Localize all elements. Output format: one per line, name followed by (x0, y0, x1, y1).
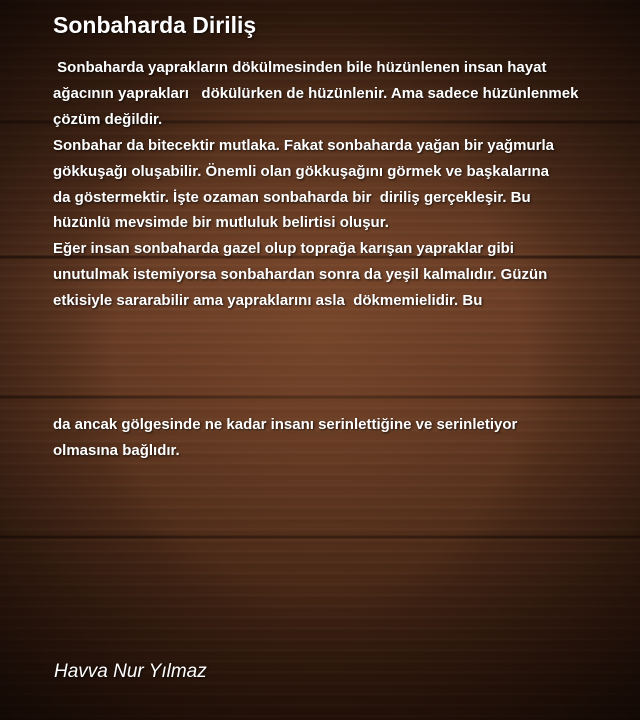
poem-line: etkisiyle sararabilir ama yapraklarını asla dökmemielidir. Bu (53, 292, 483, 310)
poem-line: gökkuşağı oluşabilir. Önemli olan gökkuşağını görmek ve başkalarına (53, 162, 549, 180)
poem-closing-line: da ancak gölgesinde ne kadar insanı serinlettiğine ve serinletiyor (53, 416, 518, 433)
poem-title: Sonbaharda Diriliş (53, 12, 257, 38)
poem-line: Sonbahar da bitecektir mutlaka. Fakat sonbaharda yağan bir yağmurla (53, 136, 554, 154)
poem-line: unutulmak istemiyorsa sonbahardan sonra da yeşil kalmalıdır. Güzün (53, 266, 548, 284)
poem-line: Sonbaharda yaprakların dökülmesinden bile hüzünlenen insan hayat (53, 59, 547, 76)
poem-line: ağacının yaprakları dökülürken de hüzünlenir. Ama sadece hüzünlenmek (53, 84, 579, 102)
poem-closing (53, 412, 517, 464)
poem-line: çözüm değildir. (53, 110, 163, 128)
poem-closing-line: olmasına bağlıdır. (53, 441, 180, 459)
poem-author: Havva Nur Yılmaz (54, 661, 207, 682)
poem-line: Eğer insan sonbaharda gazel olup toprağa karışan yapraklar gibi (53, 240, 514, 258)
poem-line: hüzünlü mevsimde bir mutluluk belirtisi oluşur. (53, 214, 389, 232)
poem-line: da göstermektir. İşte ozaman sonbaharda bir diriliş gerçekleşir. Bu (53, 188, 531, 206)
poem-body (53, 55, 633, 314)
